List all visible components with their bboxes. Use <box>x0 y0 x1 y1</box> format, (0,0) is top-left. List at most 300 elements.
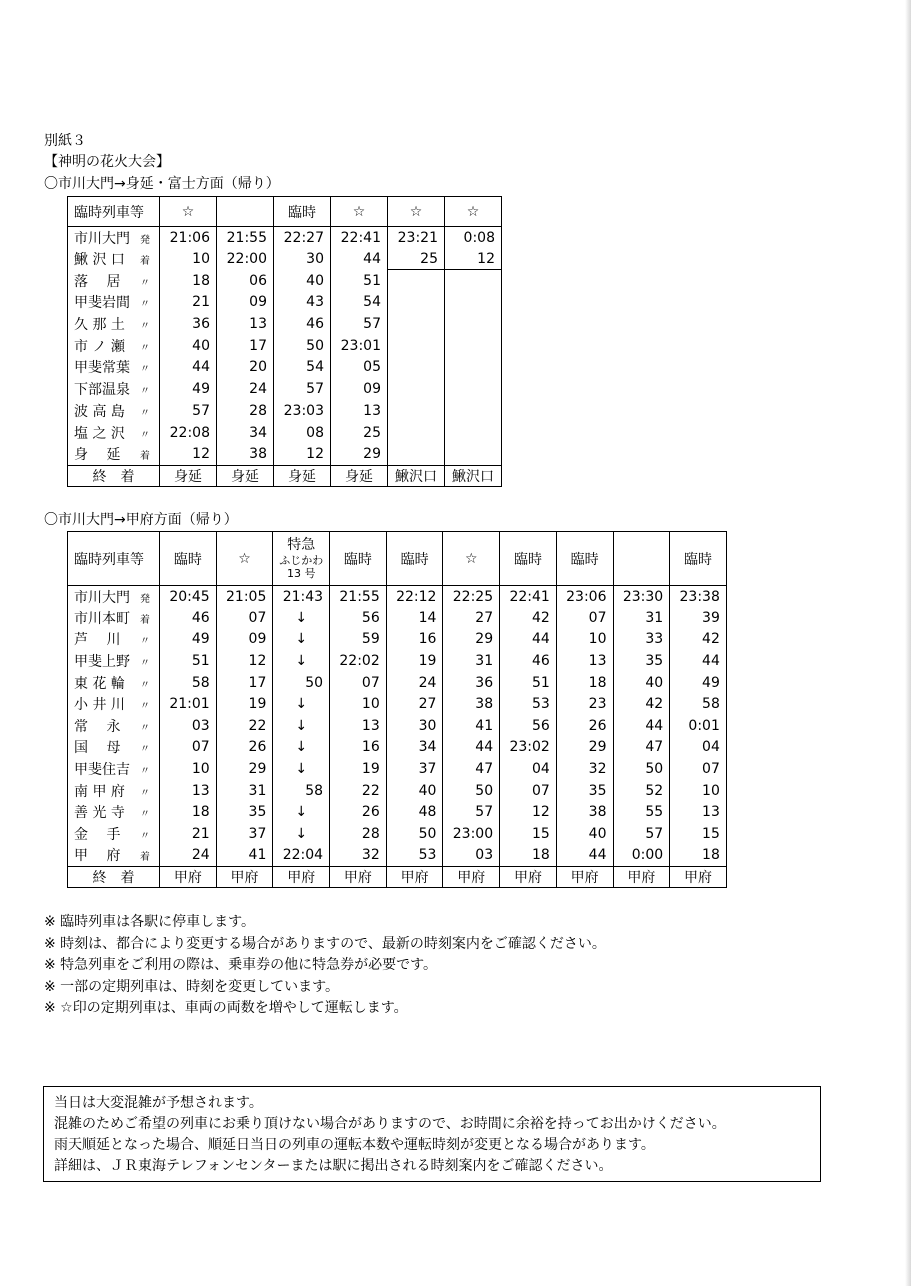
station-cell <box>68 715 160 737</box>
time-cell: 0:00 <box>613 845 670 867</box>
header-cell: 臨時 <box>160 532 217 586</box>
time-cell: 22 <box>216 715 273 737</box>
time-cell: 59 <box>330 629 387 651</box>
time-cell: 40 <box>386 780 443 802</box>
notice-line: 雨天順延となった場合、順延日当日の列車の運転本数や運転時刻が変更となる場合があります。 <box>54 1137 655 1153</box>
time-cell: 21:55 <box>217 227 274 249</box>
time-cell: 38 <box>217 443 274 465</box>
station-suffix: 着 <box>140 450 150 462</box>
time-cell: 22:25 <box>443 586 500 608</box>
time-cell: 40 <box>274 270 331 292</box>
time-cell: 28 <box>217 400 274 422</box>
station-suffix: 〃 <box>140 658 150 670</box>
table-row <box>68 357 502 379</box>
station-suffix: 〃 <box>140 386 150 398</box>
time-cell: 13 <box>160 780 217 802</box>
final-destination: 身延 <box>217 465 274 487</box>
time-cell: 57 <box>443 801 500 823</box>
station-cell <box>68 780 160 802</box>
time-cell: 23:38 <box>670 586 727 608</box>
time-cell: 46 <box>274 313 331 335</box>
final-destination: 甲府 <box>556 866 613 888</box>
table-row <box>68 715 727 737</box>
time-cell <box>445 313 502 335</box>
time-cell <box>445 422 502 444</box>
time-cell: 0:08 <box>445 227 502 249</box>
time-cell: 13 <box>331 400 388 422</box>
station-name: 市川本町 <box>74 610 130 627</box>
station-name: 鰍 沢 口 <box>74 252 125 269</box>
station-name: 東 花 輪 <box>74 675 125 692</box>
time-cell: 40 <box>613 672 670 694</box>
station-suffix: 〃 <box>140 407 150 419</box>
table-row <box>68 335 502 357</box>
time-cell: 32 <box>330 845 387 867</box>
time-cell: 44 <box>613 715 670 737</box>
table-row <box>68 693 727 715</box>
time-cell: 57 <box>331 313 388 335</box>
time-cell: 10 <box>670 780 727 802</box>
final-destination: 甲府 <box>443 866 500 888</box>
time-cell <box>445 378 502 400</box>
time-cell: 06 <box>217 270 274 292</box>
time-cell: 18 <box>556 672 613 694</box>
station-name: 常 永 <box>74 718 121 735</box>
time-cell: ↓ <box>273 629 330 651</box>
time-cell: 31 <box>443 650 500 672</box>
station-suffix: 〃 <box>140 787 150 799</box>
time-cell: 23:00 <box>443 823 500 845</box>
time-cell: 37 <box>216 823 273 845</box>
time-cell <box>445 270 502 292</box>
header-cell: 臨時 <box>274 197 331 227</box>
table-row <box>68 248 502 270</box>
time-cell: 12 <box>274 443 331 465</box>
time-cell: 22:04 <box>273 845 330 867</box>
final-destination: 甲府 <box>670 866 727 888</box>
time-cell: 10 <box>160 248 217 270</box>
station-name: 芦 川 <box>74 632 121 649</box>
time-cell: 40 <box>556 823 613 845</box>
time-cell: 44 <box>500 629 557 651</box>
station-name: 下部温泉 <box>74 382 130 399</box>
station-name: 小 井 川 <box>74 697 125 714</box>
time-cell: 12 <box>445 248 502 270</box>
time-cell <box>388 292 445 314</box>
final-row <box>68 866 727 888</box>
notice-line: 混雑のためご希望の列車にお乗り頂けない場合がありますので、お時間に余裕を持ってお出かけください。 <box>54 1116 726 1132</box>
table-row <box>68 292 502 314</box>
time-cell: 13 <box>330 715 387 737</box>
time-cell: 38 <box>556 801 613 823</box>
station-suffix: 〃 <box>140 722 150 734</box>
time-cell: 10 <box>556 629 613 651</box>
station-suffix: 発 <box>140 234 150 246</box>
time-cell <box>388 400 445 422</box>
time-cell: 07 <box>500 780 557 802</box>
station-name: 善 光 寺 <box>74 805 125 822</box>
final-destination: 甲府 <box>613 866 670 888</box>
time-cell <box>445 335 502 357</box>
station-cell <box>68 443 160 465</box>
final-row <box>68 465 502 487</box>
station-suffix: 〃 <box>140 429 150 441</box>
timetable-minobu-fuji <box>67 196 502 487</box>
time-cell: 15 <box>500 823 557 845</box>
time-cell: 24 <box>160 845 217 867</box>
time-cell: 51 <box>331 270 388 292</box>
header-cell: 臨時 <box>556 532 613 586</box>
limited-express-number: 13 号 <box>286 567 316 580</box>
header-cell: 臨時 <box>670 532 727 586</box>
note-item: ※ 時刻は、都合により変更する場合がありますので、最新の時刻案内をご確認ください。 <box>44 935 606 952</box>
final-destination: 身延 <box>274 465 331 487</box>
time-cell <box>445 443 502 465</box>
station-suffix: 〃 <box>140 830 150 842</box>
time-cell: 31 <box>613 607 670 629</box>
time-cell: 41 <box>216 845 273 867</box>
station-cell <box>68 227 160 249</box>
time-cell: 21:55 <box>330 586 387 608</box>
time-cell: ↓ <box>273 801 330 823</box>
note-item: ※ 一部の定期列車は、時刻を変更しています。 <box>44 978 340 995</box>
time-cell: 40 <box>160 335 217 357</box>
station-cell <box>68 400 160 422</box>
station-suffix: 〃 <box>140 809 150 821</box>
final-destination: 鰍沢口 <box>388 465 445 487</box>
time-cell: 09 <box>216 629 273 651</box>
table-row <box>68 378 502 400</box>
time-cell: 12 <box>500 801 557 823</box>
header-train-type: 臨時列車等 <box>68 197 160 227</box>
table-row <box>68 586 727 608</box>
time-cell: 19 <box>386 650 443 672</box>
time-cell: 26 <box>556 715 613 737</box>
station-suffix: 〃 <box>140 744 150 756</box>
time-cell: 42 <box>500 607 557 629</box>
time-cell: 30 <box>386 715 443 737</box>
header-cell: ☆ <box>388 197 445 227</box>
station-suffix: 発 <box>140 593 150 605</box>
time-cell: 23:21 <box>388 227 445 249</box>
time-cell: 25 <box>331 422 388 444</box>
station-cell <box>68 737 160 759</box>
time-cell: 19 <box>330 758 387 780</box>
time-cell: 27 <box>386 693 443 715</box>
table-row <box>68 845 727 867</box>
time-cell <box>445 292 502 314</box>
attachment-label: 別紙３ <box>44 133 86 149</box>
station-suffix: 〃 <box>140 701 150 713</box>
limited-express-label: 特急 <box>287 537 316 553</box>
time-cell: 22:41 <box>500 586 557 608</box>
time-cell <box>388 422 445 444</box>
time-cell: 22:41 <box>331 227 388 249</box>
time-cell: 47 <box>443 758 500 780</box>
time-cell: 22:02 <box>330 650 387 672</box>
time-cell: 23:03 <box>274 400 331 422</box>
final-destination: 甲府 <box>330 866 387 888</box>
time-cell: 49 <box>160 378 217 400</box>
time-cell: 13 <box>217 313 274 335</box>
notes <box>44 912 606 1020</box>
final-destination: 甲府 <box>160 866 217 888</box>
time-cell: 28 <box>330 823 387 845</box>
time-cell: 20:45 <box>160 586 217 608</box>
time-cell: 24 <box>386 672 443 694</box>
header-cell <box>273 532 330 586</box>
notice-box <box>43 1086 821 1182</box>
station-suffix: 〃 <box>140 679 150 691</box>
time-cell: 36 <box>443 672 500 694</box>
time-cell: 26 <box>330 801 387 823</box>
event-title: 【神明の花火大会】 <box>44 154 170 170</box>
header-cell <box>613 532 670 586</box>
time-cell: 32 <box>556 758 613 780</box>
time-cell: 10 <box>330 693 387 715</box>
time-cell: 03 <box>443 845 500 867</box>
time-cell: 27 <box>443 607 500 629</box>
table-row <box>68 758 727 780</box>
table-row <box>68 270 502 292</box>
time-cell: 21 <box>160 823 217 845</box>
time-cell: ↓ <box>273 737 330 759</box>
time-cell <box>445 357 502 379</box>
station-name: 南 甲 府 <box>74 783 125 800</box>
station-name: 波 高 島 <box>74 403 125 420</box>
time-cell: 29 <box>331 443 388 465</box>
station-cell <box>68 650 160 672</box>
time-cell: 57 <box>274 378 331 400</box>
time-cell: 04 <box>670 737 727 759</box>
header-cell: ☆ <box>160 197 217 227</box>
note-item: ※ ☆印の定期列車は、車両の両数を増やして運転します。 <box>44 1000 408 1016</box>
station-cell <box>68 629 160 651</box>
time-cell: 50 <box>386 823 443 845</box>
time-cell: 20 <box>217 357 274 379</box>
station-cell <box>68 270 160 292</box>
table-row <box>68 443 502 465</box>
section2-title: 〇市川大門→甲府方面（帰り） <box>44 512 238 528</box>
time-cell: 21:01 <box>160 693 217 715</box>
time-cell: 05 <box>331 357 388 379</box>
time-cell: 12 <box>216 650 273 672</box>
table-row <box>68 422 502 444</box>
time-cell: 21:05 <box>216 586 273 608</box>
station-cell <box>68 693 160 715</box>
time-cell: 50 <box>273 672 330 694</box>
station-suffix: 〃 <box>140 321 150 333</box>
table-row <box>68 400 502 422</box>
time-cell: 34 <box>386 737 443 759</box>
time-cell <box>388 443 445 465</box>
station-cell <box>68 357 160 379</box>
table-row <box>68 607 727 629</box>
time-cell <box>388 335 445 357</box>
time-cell: 44 <box>670 650 727 672</box>
station-name: 甲斐常葉 <box>74 360 130 377</box>
final-destination: 甲府 <box>386 866 443 888</box>
time-cell: 48 <box>386 801 443 823</box>
time-cell: 14 <box>386 607 443 629</box>
time-cell: ↓ <box>273 607 330 629</box>
header-row <box>68 197 502 227</box>
station-name: 甲斐岩間 <box>74 295 130 312</box>
time-cell: 39 <box>670 607 727 629</box>
station-suffix: 〃 <box>140 766 150 778</box>
time-cell: 49 <box>160 629 217 651</box>
time-cell: 54 <box>274 357 331 379</box>
time-cell: 35 <box>216 801 273 823</box>
station-name: 甲斐上野 <box>74 654 130 671</box>
time-cell: 18 <box>160 801 217 823</box>
time-cell: 44 <box>443 737 500 759</box>
header-cell: 臨時 <box>386 532 443 586</box>
time-cell: ↓ <box>273 650 330 672</box>
station-name: 塩 之 沢 <box>74 425 125 442</box>
time-cell: 0:01 <box>670 715 727 737</box>
time-cell <box>388 270 445 292</box>
notice-line: 当日は大変混雑が予想されます。 <box>54 1095 263 1111</box>
time-cell: 21:43 <box>273 586 330 608</box>
time-cell: 09 <box>217 292 274 314</box>
time-cell: 52 <box>613 780 670 802</box>
time-cell: 54 <box>331 292 388 314</box>
time-cell: 51 <box>160 650 217 672</box>
time-cell: 10 <box>160 758 217 780</box>
time-cell: 46 <box>500 650 557 672</box>
time-cell <box>388 313 445 335</box>
station-name: 国 母 <box>74 740 121 757</box>
station-suffix: 着 <box>140 614 150 626</box>
time-cell: 37 <box>386 758 443 780</box>
final-label: 終 着 <box>68 866 160 888</box>
time-cell: 21:06 <box>160 227 217 249</box>
station-suffix: 〃 <box>140 636 150 648</box>
station-cell <box>68 607 160 629</box>
time-cell: 16 <box>330 737 387 759</box>
time-cell: 09 <box>331 378 388 400</box>
header-cell: ☆ <box>331 197 388 227</box>
table-row <box>68 313 502 335</box>
header-row <box>68 532 727 586</box>
time-cell: 07 <box>330 672 387 694</box>
time-cell: ↓ <box>273 693 330 715</box>
time-cell: 41 <box>443 715 500 737</box>
station-suffix: 〃 <box>140 364 150 376</box>
time-cell: 58 <box>273 780 330 802</box>
note-item: ※ 臨時列車は各駅に停車します。 <box>44 914 256 930</box>
time-cell: 50 <box>613 758 670 780</box>
table-row <box>68 801 727 823</box>
station-cell <box>68 292 160 314</box>
time-cell: 44 <box>556 845 613 867</box>
station-cell <box>68 422 160 444</box>
time-cell: 16 <box>386 629 443 651</box>
time-cell: 18 <box>670 845 727 867</box>
time-cell: 55 <box>613 801 670 823</box>
time-cell <box>445 400 502 422</box>
limited-express-name: ふじかわ <box>279 554 324 567</box>
time-cell: 07 <box>160 737 217 759</box>
time-cell: 50 <box>274 335 331 357</box>
table-row <box>68 823 727 845</box>
time-cell: 22 <box>330 780 387 802</box>
time-cell: 17 <box>216 672 273 694</box>
time-cell: 25 <box>388 248 445 270</box>
time-cell: 34 <box>217 422 274 444</box>
time-cell: 08 <box>274 422 331 444</box>
time-cell: 18 <box>500 845 557 867</box>
time-cell: 33 <box>613 629 670 651</box>
page-edge-shadow <box>905 0 911 1286</box>
station-suffix: 〃 <box>140 277 150 289</box>
time-cell: 56 <box>500 715 557 737</box>
time-cell: 22:27 <box>274 227 331 249</box>
time-cell <box>388 357 445 379</box>
time-cell: 51 <box>500 672 557 694</box>
time-cell: 42 <box>670 629 727 651</box>
time-cell: 29 <box>443 629 500 651</box>
time-cell: ↓ <box>273 823 330 845</box>
final-destination: 身延 <box>160 465 217 487</box>
station-name: 甲斐住吉 <box>74 762 130 779</box>
station-cell <box>68 801 160 823</box>
time-cell: 07 <box>670 758 727 780</box>
table-row <box>68 227 502 249</box>
note-item: ※ 特急列車をご利用の際は、乗車券の他に特急券が必要です。 <box>44 957 438 973</box>
time-cell: 29 <box>216 758 273 780</box>
header-cell: ☆ <box>445 197 502 227</box>
station-name: 市 ノ 瀬 <box>74 338 125 355</box>
time-cell: 21 <box>160 292 217 314</box>
header-cell: 臨時 <box>500 532 557 586</box>
table-row <box>68 737 727 759</box>
station-cell <box>68 313 160 335</box>
time-cell: 03 <box>160 715 217 737</box>
table-row <box>68 650 727 672</box>
station-cell <box>68 378 160 400</box>
station-name: 市川大門 <box>74 589 130 606</box>
station-suffix: 着 <box>140 256 150 268</box>
final-destination: 甲府 <box>273 866 330 888</box>
time-cell: 19 <box>216 693 273 715</box>
station-cell <box>68 845 160 867</box>
time-cell: 53 <box>386 845 443 867</box>
header-cell: ☆ <box>216 532 273 586</box>
table-row <box>68 672 727 694</box>
station-cell <box>68 248 160 270</box>
time-cell: ↓ <box>273 758 330 780</box>
time-cell: 13 <box>670 801 727 823</box>
station-cell <box>68 672 160 694</box>
station-suffix: 着 <box>140 852 150 864</box>
time-cell: 44 <box>160 357 217 379</box>
time-cell: 13 <box>556 650 613 672</box>
time-cell: 49 <box>670 672 727 694</box>
time-cell: 30 <box>274 248 331 270</box>
station-cell <box>68 335 160 357</box>
final-destination: 鰍沢口 <box>445 465 502 487</box>
time-cell: 22:12 <box>386 586 443 608</box>
station-name: 市川大門 <box>74 230 130 247</box>
station-name: 久 那 土 <box>74 317 125 334</box>
section1-title: 〇市川大門→身延・富士方面（帰り） <box>44 176 280 192</box>
table-row <box>68 629 727 651</box>
time-cell: 29 <box>556 737 613 759</box>
time-cell: 35 <box>613 650 670 672</box>
time-cell: 57 <box>613 823 670 845</box>
